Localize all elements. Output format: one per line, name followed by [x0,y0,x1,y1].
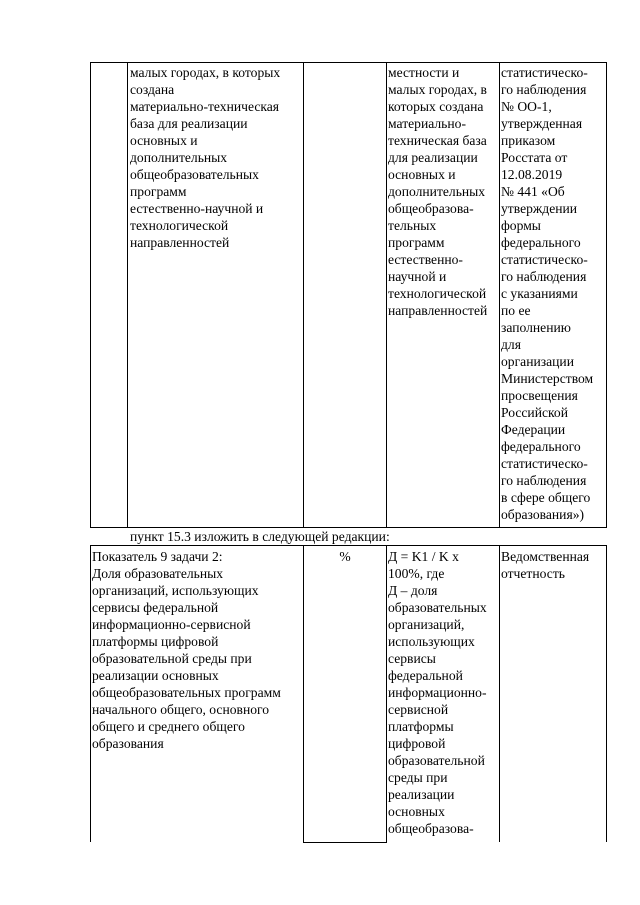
bottom-table-col-line-3 [386,545,387,842]
text-line: естественно-научной и [130,201,264,216]
text-line: сервисы федеральной [92,600,219,615]
text-line: для реализации [388,150,478,165]
text-line: общеобразова- [388,821,474,836]
text-line: использующих [388,634,475,649]
text-line: организации [501,354,574,369]
top-table-source-cell [501,64,593,523]
text-line: Д – доля [388,583,438,598]
text-line: утвержденная [501,116,583,131]
text-line: дополнительных [388,184,486,199]
text-line: федерального [501,235,581,250]
text-line: федеральной [388,668,463,683]
top-table-col-line-6 [606,62,607,528]
text-line: го наблюдения [501,269,587,284]
top-table-col-line-4 [386,62,387,528]
top-table-indicator-cell [130,64,280,251]
text-line: местности и [388,65,460,80]
text-line: программ [388,235,445,250]
text-line: основных [388,804,445,819]
top-table-col-line-5 [499,62,500,528]
text-line: Показатель 9 задачи 2: [92,549,223,564]
text-line: малых городах, в которых [130,65,281,80]
text-line: общеобразова- [388,201,474,216]
text-line: образования [92,736,164,751]
text-line: го наблюдения [501,82,587,97]
text-line: организаций, использующих [92,583,259,598]
text-line: организаций, [388,617,465,632]
text-line: база для реализации [130,116,248,131]
text-line: в сфере общего [501,490,591,505]
text-line: технологической [130,218,229,233]
text-line: основных и [130,133,198,148]
bottom-table-col-line-5 [606,545,607,842]
text-line: программ [130,184,187,199]
text-line: образовательной среды при [92,651,252,666]
text-line: Ведомственная [501,549,590,564]
text-line: техническая база [388,133,487,148]
text-line: общеобразовательных программ [92,685,281,700]
text-line: го наблюдения [501,473,587,488]
text-line: Росстата от [501,150,568,165]
top-table-col-line-3 [303,62,304,528]
text-line: реализации [388,787,455,802]
top-table-border-top [90,62,607,63]
top-table-col-line-1 [90,62,91,528]
text-line: общего и среднего общего [92,719,245,734]
text-line: сервисы [388,651,436,666]
text-line: информационно-сервисной [92,617,251,632]
text-line: научной и [388,269,447,284]
text-line: которых создана [388,99,484,114]
text-line: просвещения [501,388,578,403]
bottom-table-unit-cell: % [339,549,351,564]
text-line: платформы цифровой [92,634,219,649]
text-line: Д = K1 / K x [388,549,459,564]
text-line: Доля образовательных [92,566,224,581]
text-line: начального общего, основного [92,702,270,717]
text-line: по ее [501,303,531,318]
text-line: дополнительных [130,150,228,165]
text-line: образования») [501,507,585,522]
text-line: с указаниями [501,286,578,301]
text-line: утверждении [501,201,578,216]
top-table-col-line-2 [127,62,128,528]
text-line: направленностей [388,303,488,318]
text-line: Министерством [501,371,594,386]
text-line: платформы [388,719,454,734]
text-line: среды при [388,770,448,785]
bottom-table-col-line-4 [499,545,500,842]
text-line: 100%, где [388,566,445,581]
bottom-table-formula-cell [388,548,487,837]
text-line: направленностей [130,235,230,250]
amendment-paragraph: пункт 15.3 изложить в следующей редакции: [130,529,390,544]
bottom-table-border-top [90,545,607,546]
text-line: тельных [388,218,437,233]
text-line: приказом [501,133,556,148]
text-line: малых городах, в [388,82,487,97]
text-line: цифровой [388,736,446,751]
text-line: образовательных [388,600,487,615]
text-line: сервисной [388,702,449,717]
text-line: технологической [388,286,487,301]
text-line: образовательной [388,753,485,768]
top-table-formula-cell [388,64,487,319]
text-line: № 441 «Об [501,184,565,199]
text-line: основных и [388,167,456,182]
text-line: естественно- [388,252,463,267]
text-line: 12.08.2019 [501,167,563,182]
text-line: общеобразовательных [130,167,259,182]
text-line: отчетность [501,566,565,581]
text-line: формы [501,218,541,233]
text-line: материально-техническая [130,99,280,114]
text-line: создана [130,82,175,97]
bottom-table-col-line-2 [303,545,304,842]
bottom-table-col-line-1 [90,545,91,842]
text-line: статистическо- [501,65,588,80]
text-line: заполнению [501,320,571,335]
text-line: статистическо- [501,252,588,267]
text-line: для [501,337,521,352]
text-line: материально- [388,116,466,131]
text-line: информационно- [388,685,487,700]
text-line: статистическо- [501,456,588,471]
bottom-table-indicator-cell [92,548,281,752]
bottom-table-source-cell [501,548,589,582]
text-line: реализации основных [92,668,219,683]
text-line: № ОО-1, [501,99,552,114]
text-line: Российской [501,405,568,420]
bottom-table-unit-cell-bottom [303,842,387,843]
text-line: Федерации [501,422,566,437]
text-line: федерального [501,439,581,454]
